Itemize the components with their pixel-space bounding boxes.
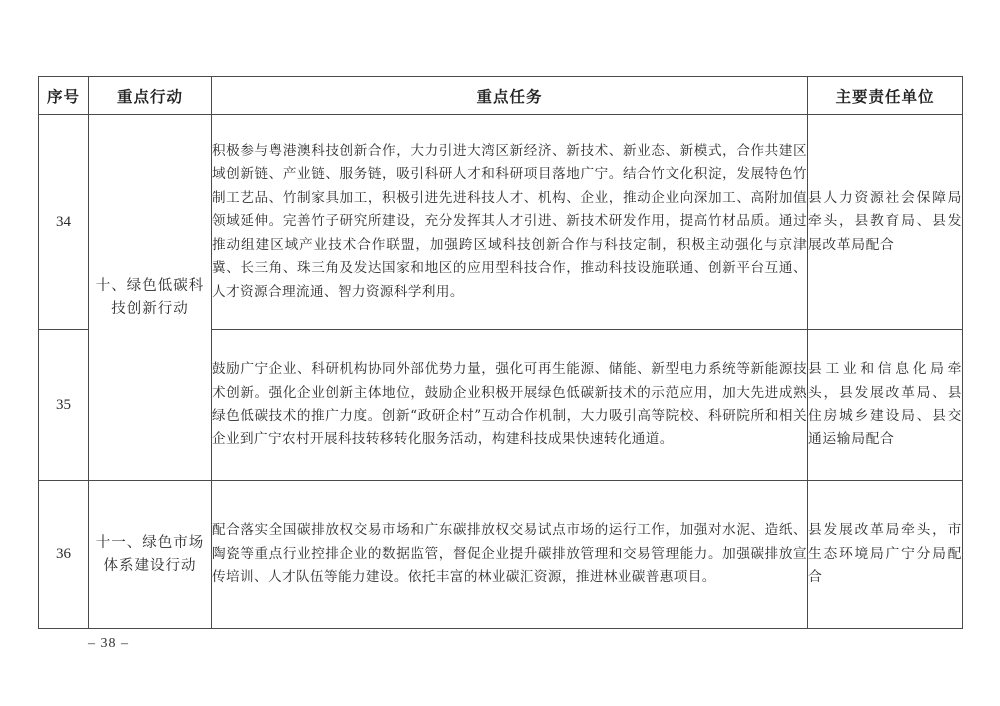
row-action: 十一、绿色市场体系建设行动 (89, 481, 212, 629)
row-seq: 36 (39, 481, 89, 629)
row-task: 积极参与粤港澳科技创新合作，大力引进大湾区新经济、新技术、新业态、新模式，合作共建区域创新链、产业链、服务链，吸引科研人才和科研项目落地广宁。结合竹文化积淀，发展特色竹制工艺品、竹制家具加工，积极引进先进科技人才、机构、企业，推动企业向深加工、高附加值领域延伸。完善竹子研究所建设，充分发挥其人才引进、新技术研发作用，提高竹材品质。通过推动组建区域产业技术合作联盟，加强跨区域科技创新合作与科技定制，积极主动强化与京津冀、长三角、珠三角及发达国家和地区的应用型科技合作，推动科技设施联通、创新平台互通、人才资源合理流通、智力资源科学利用。 (212, 115, 808, 330)
row-action: 十、绿色低碳科技创新行动 (89, 115, 212, 481)
row-seq: 35 (39, 330, 89, 481)
row-task: 配合落实全国碳排放权交易市场和广东碳排放权交易试点市场的运行工作，加强对水泥、造纸、陶瓷等重点行业控排企业的数据监管，督促企业提升碳排放管理和交易管理能力。加强碳排放宣传培训、人才队伍等能力建设。依托丰富的林业碳汇资源，推进林业碳普惠项目。 (212, 481, 808, 629)
row-unit: 县工业和信息化局牵头，县发展改革局、县住房城乡建设局、县交通运输局配合 (808, 330, 963, 481)
page-number: – 38 – (88, 636, 129, 651)
header-unit: 主要责任单位 (808, 77, 963, 115)
header-task: 重点任务 (212, 77, 808, 115)
row-task: 鼓励广宁企业、科研机构协同外部优势力量，强化可再生能源、储能、新型电力系统等新能源技术创新。强化企业创新主体地位，鼓励企业积极开展绿色低碳新技术的示范应用，加大先进成熟绿色低碳技术的推广力度。创新“政研企村”互动合作机制，大力吸引高等院校、科研院所和相关企业到广宁农村开展科技转移转化服务活动，构建科技成果快速转化通道。 (212, 330, 808, 481)
table-header-row (39, 77, 963, 115)
row-seq: 34 (39, 115, 89, 330)
row-unit: 县人力资源社会保障局牵头，县教育局、县发展改革局配合 (808, 115, 963, 330)
table-row (39, 115, 963, 330)
header-action: 重点行动 (89, 77, 212, 115)
row-unit: 县发展改革局牵头，市生态环境局广宁分局配合 (808, 481, 963, 629)
table-row (39, 481, 963, 629)
header-seq: 序号 (39, 77, 89, 115)
responsibility-table (38, 76, 963, 629)
